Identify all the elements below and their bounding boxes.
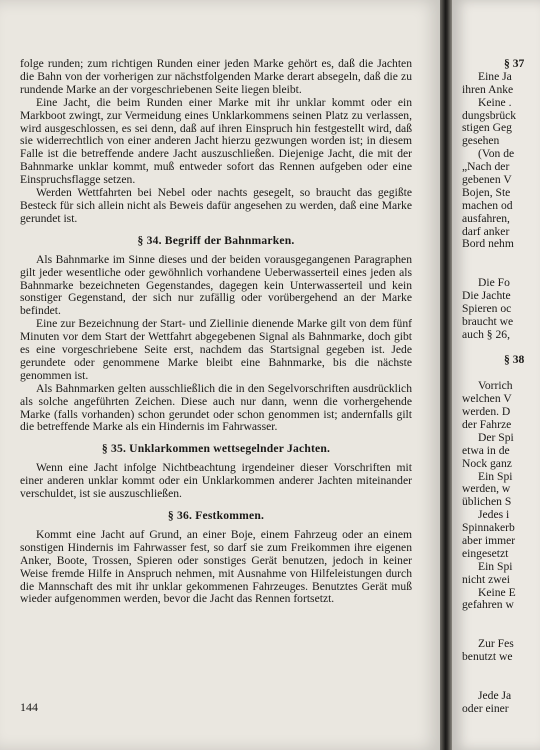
text-line-fragment: Ein Spi — [478, 559, 513, 573]
text-line-fragment: werden. D — [462, 405, 511, 419]
text-line-fragment: gefahren w — [462, 598, 514, 612]
text-line-fragment: braucht we — [462, 314, 514, 328]
book-gutter — [440, 0, 452, 750]
text-line-fragment: werden, w — [462, 482, 511, 496]
text-line-fragment: Bord nehm — [462, 237, 514, 251]
text-line-fragment: der Fahrze — [462, 417, 512, 431]
text-line-fragment: oder einer — [462, 701, 509, 715]
paragraph: Eine zur Bezeichnung der Start- und Ziellinie dienende Marke gilt von dem fünf Minuten vor dem Start der Wettfahrt abgegebenen Signal als Bahnmarke, doch gibt es eine vorgeschriebene Seite erst, nachdem das Startsignal gegeben ist. Jede gerundete oder genommene Marke bleibt eine Bahnmarke, bis die nächste genommen ist. — [20, 317, 412, 382]
text-line-fragment: Vorrich — [478, 379, 513, 393]
text-line-fragment: gebenen V — [462, 173, 512, 187]
text-line-fragment — [460, 612, 540, 625]
text-line-fragment: Der Spi — [478, 430, 514, 444]
text-line-fragment: Jede Ja — [478, 688, 512, 702]
text-line-fragment — [460, 342, 540, 355]
section-heading-fragment: § 37 — [504, 57, 525, 70]
text-line-fragment: Bojen, Ste — [462, 185, 511, 199]
text-line-fragment: „Nach der — [462, 160, 510, 174]
section-heading: § 34. Begriff der Bahnmarken. — [137, 233, 295, 247]
paragraph: Als Bahnmarken gelten ausschließlich die in den Segelvorschriften ausdrücklich als solche angeführten Zeichen. Diese auch nur dann, wenn die vorhergehende Marke (falls vorhanden) schon gerundet oder schon genommen ist; andernfalls gilt die betreffende Marke als ein Hindernis im Fahrwasser. — [20, 381, 412, 434]
text-line-fragment: üblichen S — [462, 495, 512, 509]
text-line-fragment: ausfahren, — [462, 211, 510, 225]
text-line-fragment: nicht zwei — [462, 572, 510, 586]
right-page-text — [460, 58, 540, 715]
text-line-fragment: benutzt we — [462, 649, 513, 663]
text-line-fragment: Spinnakerb — [462, 521, 515, 535]
text-line-fragment — [460, 664, 540, 677]
right-page — [452, 0, 540, 750]
text-line-fragment: machen od — [462, 198, 513, 212]
text-line-fragment: darf anker — [462, 224, 510, 238]
section-heading-fragment: § 38 — [504, 353, 525, 367]
paragraph: Werden Wettfahrten bei Nebel oder nachts gesegelt, so braucht das gegißte Besteck für sich allein nicht als Beweis dafür angesehen zu werden, daß eine Marke gerundet ist. — [20, 186, 412, 225]
text-line-fragment: eingesetzt — [462, 546, 509, 560]
text-line-fragment: Spieren oc — [462, 301, 512, 315]
text-line-fragment: Eine Ja — [478, 69, 512, 83]
text-line-fragment: etwa in de — [462, 443, 510, 457]
paragraph: Wenn eine Jacht infolge Nichtbeachtung irgendeiner dieser Vorschriften mit einer anderen unklar kommt oder ein Unklarkommen anderer Jachten miteinander verschuldet, ist sie auszuschließen. — [20, 461, 412, 501]
paragraph: Eine Jacht, die beim Runden einer Marke mit ihr unklar kommt oder ein Markboot zwingt, zur Vermeidung eines Unklarkommens seinen Platz zu verlassen, wird ausgeschlossen, es sei denn, daß auf ihren Einspruch hin festgestellt wird, daß sie widerrechtlich von einer anderen Jacht hierzu gezwungen worden ist; in diesem Falle ist die betreffende andere Jacht auszuschließen. Diejenige Jacht, die mit der Bahnmarke unklar kommt, muß entweder sofort das Rennen aufgeben oder eine Einspruchsflagge setzen. — [20, 95, 412, 187]
text-line-fragment — [460, 251, 540, 264]
text-line-fragment: Jedes i — [478, 508, 510, 522]
text-line-fragment: Die Fo — [478, 276, 510, 290]
text-line-fragment: auch § 26, — [462, 327, 510, 341]
text-line-fragment: aber immer — [462, 533, 516, 547]
paragraph: folge runden; zum richtigen Runden einer jeden Marke gehört es, daß die Jachten die Bahn von der vorherigen zur nächstfolgenden Marke derart absegeln, daß die zu rundende Marke an der vorgeschriebenen Seite liegen bleibt. — [20, 57, 412, 96]
text-line-fragment: (Von de — [478, 147, 515, 161]
page-number: 144 — [20, 700, 38, 714]
section-heading: § 36. Festkommen. — [167, 509, 265, 522]
text-line-fragment: gesehen — [462, 134, 500, 148]
text-line-fragment: stigen Geg — [462, 121, 512, 135]
text-line-fragment: Zur Fes — [478, 637, 514, 651]
text-line-fragment: Nock ganz — [462, 456, 512, 470]
paragraph: Als Bahnmarke im Sinne dieses und der beiden vorausgegangenen Paragraphen gilt jeder wesentliche oder gewöhnlich vorhandene Ueberwasserteil eines jeden als Bahnmarke bezeichneten Gegenstandes, dagegen kein Unterwasserteil und kein sonstiger Gegenstand, der sich nur zufällig oder vorübergehend an der Marke befindet. — [20, 252, 412, 318]
text-line-fragment: Keine . — [478, 95, 512, 109]
text-line-fragment: welchen V — [462, 392, 512, 406]
text-line-fragment: Die Jachte — [462, 289, 511, 303]
paragraph: Kommt eine Jacht auf Grund, an einer Boje, einem Fahrzeug oder an einem sonstigen Hindernis im Fahrwasser fest, so darf sie zum Freikommen ihre eigenen Anker, Boote, Trossen, Spieren oder sonstiges Gerät benutzen, jedoch in keiner Weise fremde Hilfe in Anspruch nehmen, mit Ausnahme von Hilfeleistungen durch die Mannschaft des mit ihr unklar gekommenen Fahrzeuges. Benutztes Gerät muß wieder aufgenommen werden, bevor die Jacht das Rennen fortsetzt. — [20, 527, 412, 606]
text-line-fragment: dungsbrück — [462, 108, 517, 122]
text-line-fragment: Ein Spi — [478, 469, 513, 483]
text-line-fragment: ihren Anke — [462, 82, 514, 96]
left-page-text — [20, 58, 412, 606]
text-line-fragment: Keine E — [478, 585, 516, 599]
section-heading: § 35. Unklarkommen wettsegelnder Jachten. — [101, 442, 331, 456]
text-line-fragment — [460, 677, 540, 690]
